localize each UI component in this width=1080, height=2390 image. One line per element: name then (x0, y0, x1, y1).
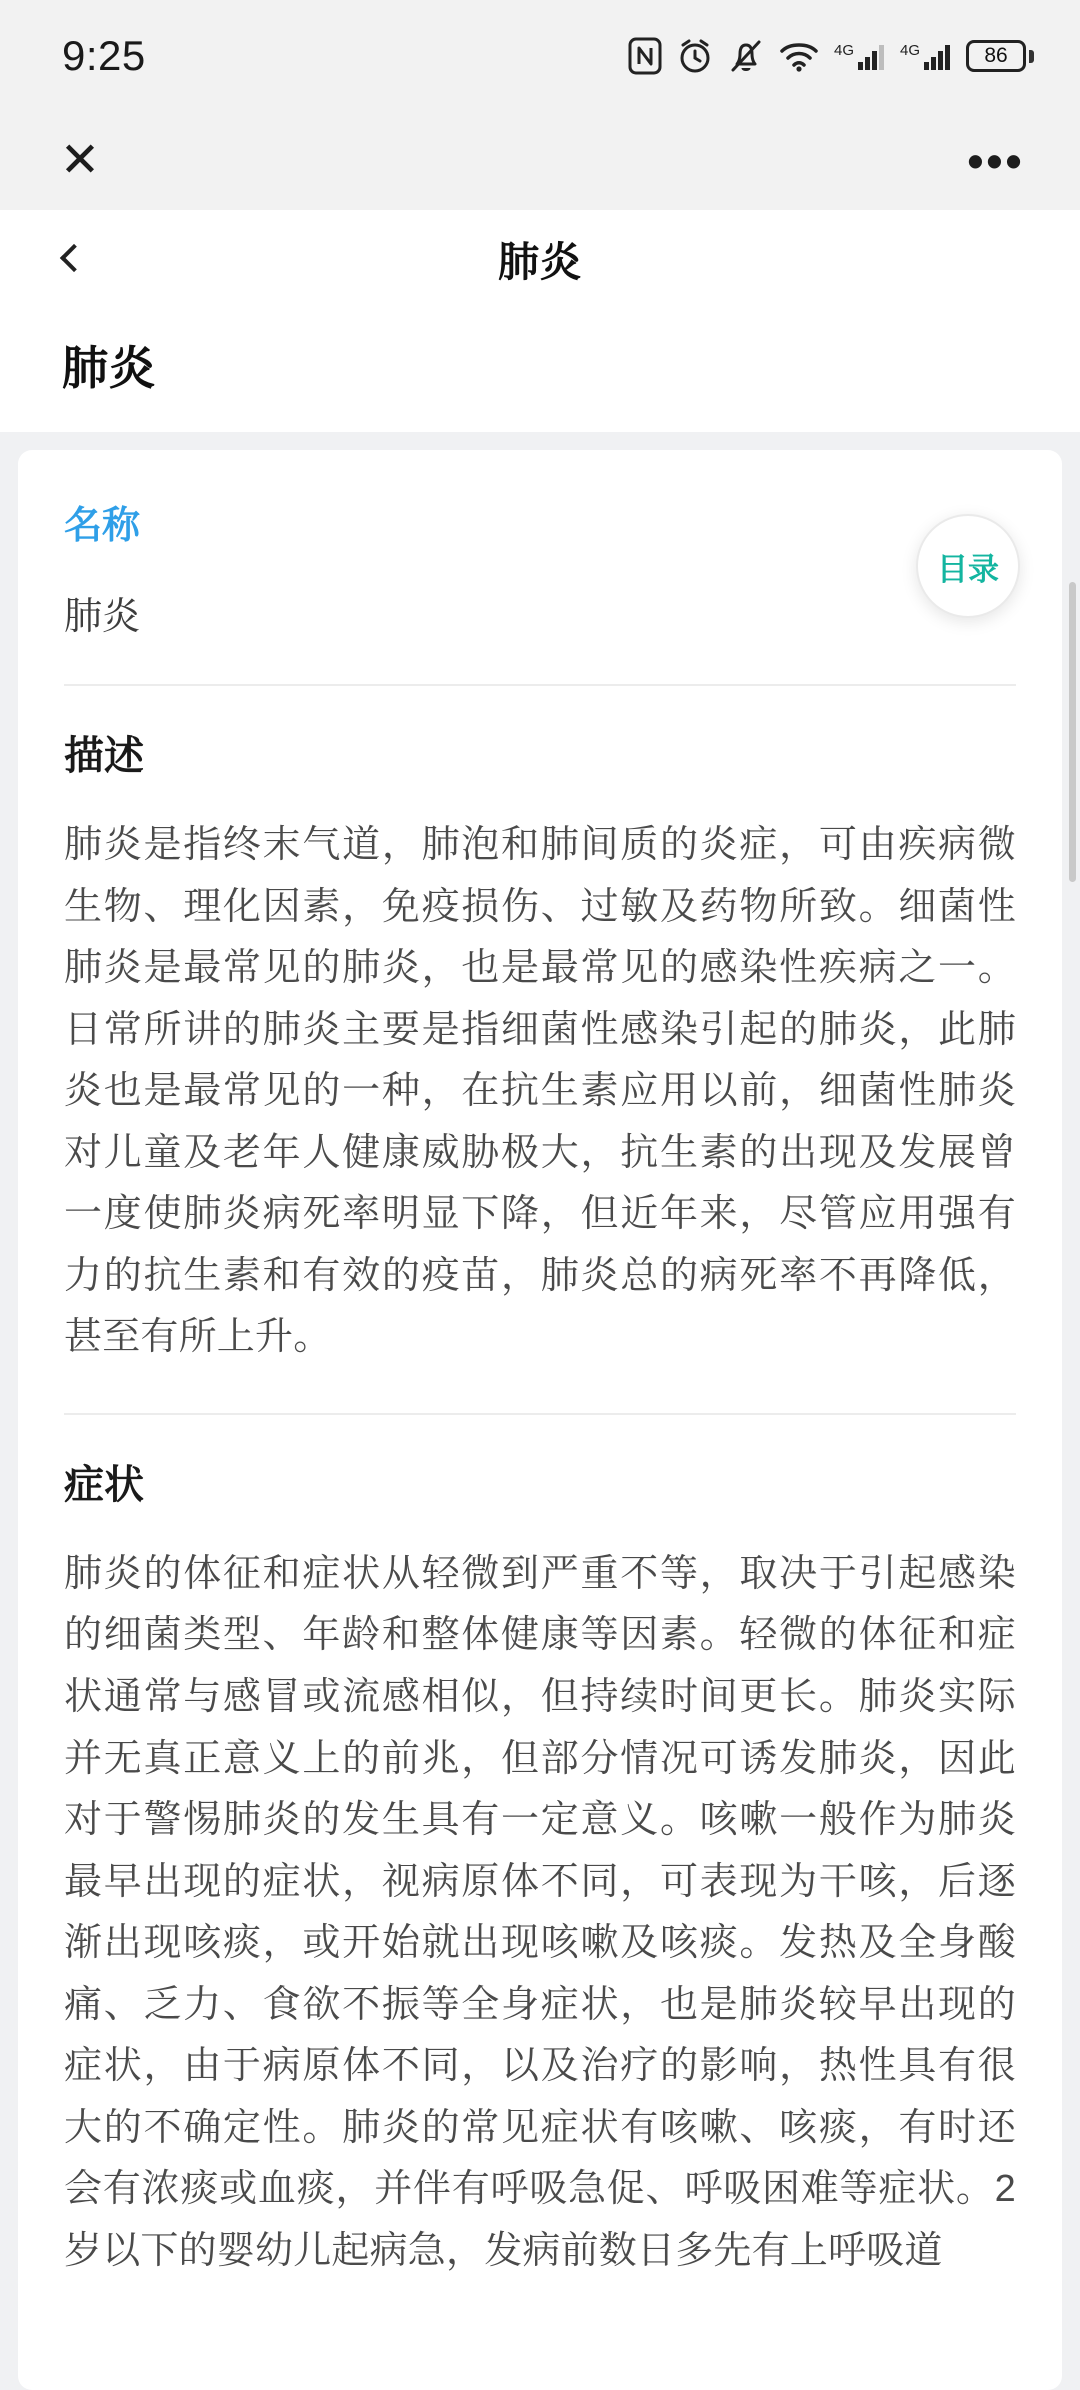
name-value: 肺炎 (64, 596, 141, 638)
more-icon: ••• (967, 134, 1025, 187)
bell-muted-icon (728, 37, 764, 75)
section-body-description: 肺炎是指终末气道，肺泡和肺间质的炎症，可由疾病微生物、理化因素，免疫损伤、过敏及药物所致。细菌性肺炎是最常见的肺炎，也是最常见的感染性疾病之一。日常所讲的肺炎主要是指细菌性感染引起的肺炎，此肺炎也是最常见的一种，在抗生素应用以前，细菌性肺炎对儿童及老年人健康威胁极大，抗生素的出现及发展曾一度使肺炎病死率明显下降，但近年来，尽管应用强有力的抗生素和有效的疫苗，肺炎总的病死率不再降低，甚至有所上升。 (64, 824, 1016, 1359)
article-card (18, 450, 1062, 2390)
content-scroll-area[interactable] (0, 432, 1080, 2390)
page-header (0, 210, 1080, 306)
status-bar (0, 0, 1080, 112)
nfc-icon (628, 37, 662, 75)
more-options-button[interactable] (964, 129, 1028, 193)
close-icon: ✕ (59, 134, 101, 187)
entry-title-section (0, 306, 1080, 432)
wifi-icon (778, 39, 820, 73)
divider (64, 1413, 1016, 1415)
battery-cap (1029, 50, 1034, 63)
status-icons (628, 37, 1034, 75)
name-label: 名称 (64, 505, 141, 547)
svg-text:4G: 4G (900, 42, 921, 59)
entry-title: 肺炎 (62, 342, 156, 394)
battery-icon (966, 40, 1034, 72)
back-button[interactable] (40, 227, 102, 289)
divider (64, 684, 1016, 686)
signal-4g-2-icon (900, 38, 952, 74)
svg-text:4G: 4G (834, 42, 855, 59)
app-bar (0, 112, 1080, 210)
scrollbar-thumb[interactable] (1069, 582, 1076, 882)
alarm-icon (676, 37, 714, 75)
close-button[interactable] (48, 129, 112, 193)
section-heading-symptoms: 症状 (64, 1462, 144, 1507)
battery-level: 86 (966, 40, 1026, 72)
chevron-left-icon (60, 244, 88, 272)
status-time: 9:25 (62, 32, 146, 79)
toc-button[interactable]: 目录 (916, 514, 1020, 618)
section-body-symptoms: 肺炎的体征和症状从轻微到严重不等，取决于引起感染的细菌类型、年龄和整体健康等因素。轻微的体征和症状通常与感冒或流感相似，但持续时间更长。肺炎实际并无真正意义上的前兆，但部分情况可诱发肺炎，因此对于警惕肺炎的发生具有一定意义。咳嗽一般作为肺炎最早出现的症状，视病原体不同，可表现为干咳，后逐渐出现咳痰，或开始就出现咳嗽及咳痰。发热及全身酸痛、乏力、食欲不振等全身症状，也是肺炎较早出现的症状，由于病原体不同，以及治疗的影响，热性具有很大的不确定性。肺炎的常见症状有咳嗽、咳痰，有时还会有浓痰或血痰，并伴有呼吸急促、呼吸困难等症状。2岁以下的婴幼儿起病急，发病前数日多先有上呼吸道 (64, 1552, 1016, 2272)
signal-4g-1-icon (834, 38, 886, 74)
section-heading-description: 描述 (64, 734, 144, 778)
page-title: 肺炎 (498, 238, 582, 285)
